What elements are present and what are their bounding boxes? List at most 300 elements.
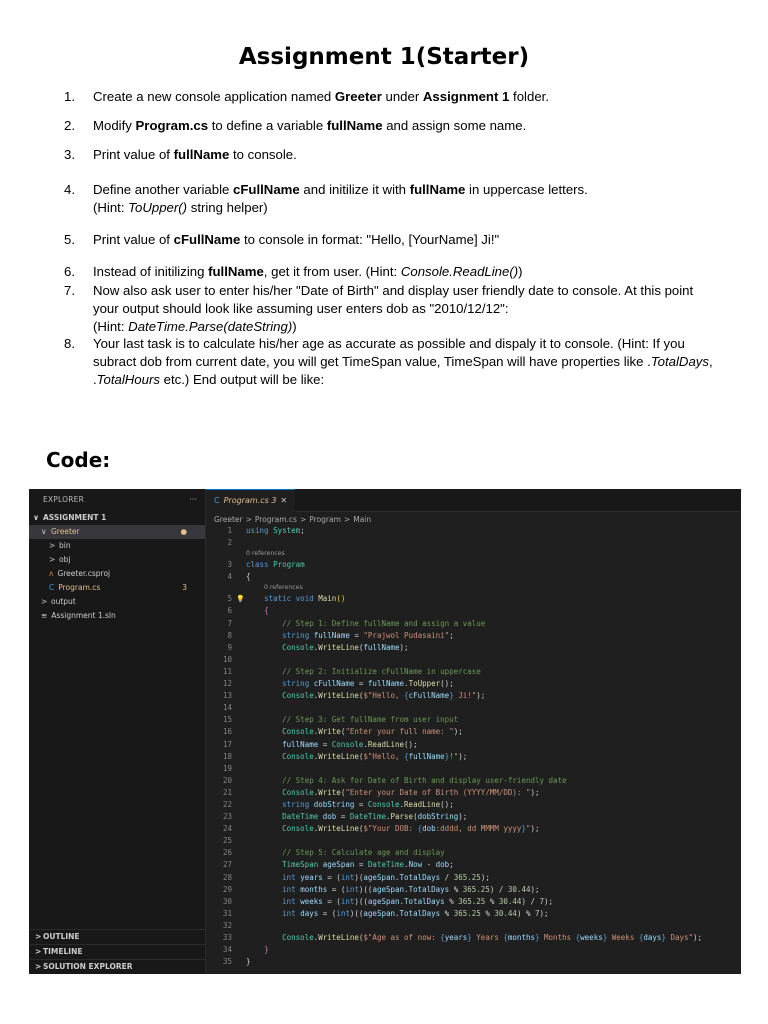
- solution-file-icon: ≡: [41, 611, 48, 620]
- task-item: [64, 335, 714, 389]
- tree-item[interactable]: [29, 609, 205, 623]
- task-item: [64, 231, 714, 249]
- code-token: .: [385, 812, 391, 822]
- line-number: 24: [222, 824, 232, 834]
- code-token: );: [693, 933, 703, 942]
- code-token: }: [264, 945, 269, 955]
- code-token: ageSpan: [372, 884, 405, 894]
- code-token: using: [246, 526, 274, 535]
- code-token: [246, 933, 282, 942]
- code-token: [246, 776, 282, 785]
- code-token: TotalDays: [399, 872, 441, 882]
- code-token: );: [544, 896, 554, 906]
- chevron-right-icon: >: [35, 962, 42, 971]
- code-token: [246, 800, 282, 809]
- code-token: .: [399, 799, 405, 809]
- breadcrumb-item[interactable]: Main: [353, 515, 372, 524]
- code-line: [206, 654, 741, 666]
- code-token: dobString: [417, 812, 459, 822]
- code-token: (: [358, 642, 364, 652]
- code-token: ReadLine: [367, 739, 405, 749]
- line-number: 10: [222, 654, 232, 664]
- code-token: "Enter your Date of Birth (YYYY/MM/DD): ": [345, 787, 531, 797]
- code-token: (: [358, 751, 364, 761]
- code-token: ToUpper: [408, 679, 441, 689]
- line-number: 34: [222, 945, 232, 955]
- code-token: Write: [318, 727, 341, 737]
- code-token: WriteLine: [318, 691, 359, 701]
- code-line: [206, 872, 741, 884]
- line-number: 17: [222, 739, 232, 749]
- task-item: [64, 181, 714, 217]
- code-token: %: [444, 896, 459, 906]
- file-tree: [29, 525, 205, 623]
- code-token: = (: [318, 908, 337, 918]
- code-token: );: [530, 824, 540, 834]
- code-token: }: [521, 824, 526, 834]
- line-number: 12: [222, 679, 232, 689]
- tree-root[interactable]: [29, 511, 205, 525]
- status-badge: 3: [182, 583, 187, 592]
- code-token: }: [444, 751, 450, 761]
- code-line: [206, 799, 741, 811]
- code-token: years: [300, 872, 323, 882]
- tree-item[interactable]: [29, 525, 205, 539]
- code-line: [206, 702, 741, 714]
- code-token: );: [458, 812, 468, 822]
- code-token: );: [530, 884, 540, 894]
- task-text: Create a new console application named Greeter under Assignment 1 folder.: [93, 89, 549, 104]
- code-line: [206, 859, 741, 871]
- code-token: // Step 4: Ask for Date of Birth and display user-friendly date: [282, 775, 567, 785]
- code-token: (: [340, 787, 346, 797]
- tree-root-label: ASSIGNMENT 1: [43, 513, 107, 522]
- panel-outline[interactable]: [29, 929, 205, 944]
- code-token: string: [282, 630, 314, 640]
- csharp-file-icon: C: [214, 496, 220, 505]
- code-token: (: [358, 824, 364, 834]
- code-token: ) /: [521, 896, 540, 906]
- code-editor: [206, 489, 741, 974]
- code-token: [246, 848, 282, 857]
- code-token: );: [480, 872, 490, 882]
- code-token: WriteLine: [318, 824, 359, 834]
- code-line: [206, 618, 741, 630]
- code-token: weeks: [580, 933, 603, 942]
- code-token: = (: [327, 884, 346, 894]
- code-token: .: [313, 727, 319, 737]
- code-token: }: [661, 933, 666, 942]
- code-line: [206, 690, 741, 702]
- task-text: Your last task is to calculate his/her age as accurate as possible and dispaly it to console. (Hint: If you subract dob from current date, you will get TimeSpan value, TimeSpan will have properties like .TotalDays, .TotalHours etc.) End output will be like:: [93, 336, 713, 387]
- line-number: 27: [222, 860, 232, 870]
- code-token: // Step 1: Define fullName and assign a value: [282, 618, 486, 628]
- code-token: static void: [264, 594, 319, 604]
- code-token: (: [358, 933, 364, 942]
- tree-item-label: bin: [59, 541, 71, 550]
- code-token: DateTime: [349, 812, 386, 822]
- task-number: 2.: [64, 118, 75, 133]
- line-number: 7: [227, 618, 232, 628]
- code-token: 30.44: [498, 896, 522, 906]
- code-token: Days": [665, 933, 694, 942]
- code-token: ;: [449, 860, 454, 870]
- code-token: int: [282, 908, 301, 918]
- code-line: [206, 811, 741, 823]
- code-token: {: [404, 691, 409, 701]
- task-number: 5.: [64, 232, 75, 247]
- line-number: 5: [227, 594, 232, 604]
- code-token: [246, 679, 282, 688]
- code-line: [206, 908, 741, 920]
- code-token: fullName: [313, 630, 350, 640]
- line-number: 23: [222, 812, 232, 822]
- tree-item[interactable]: [29, 553, 205, 567]
- code-token: .: [363, 739, 368, 749]
- code-token: TimeSpan: [282, 860, 323, 870]
- line-number: 35: [222, 957, 232, 967]
- bottom-panels: [29, 929, 205, 974]
- line-number: 33: [222, 933, 232, 942]
- task-text: Define another variable cFullName and initilize it with fullName in uppercase letters. (Hint: ToUpper() string helper): [93, 182, 588, 215]
- code-token: {: [264, 606, 269, 616]
- code-token: 7: [539, 896, 545, 906]
- task-number: 1.: [64, 89, 75, 104]
- code-token: =: [354, 860, 368, 870]
- code-token: ;: [300, 526, 305, 535]
- code-token: dob: [322, 812, 337, 822]
- code-token: Console: [282, 787, 314, 797]
- code-line: [206, 835, 741, 847]
- code-token: ReadLine: [404, 799, 441, 809]
- code-token: [246, 606, 264, 615]
- code-token: dobString: [313, 799, 355, 809]
- code-token: $"Hello,: [363, 751, 405, 761]
- code-token: (): [336, 594, 346, 604]
- task-text: Print value of fullName to console.: [93, 147, 297, 162]
- code-line: [206, 775, 741, 787]
- line-number: 9: [227, 642, 232, 652]
- code-token: Write: [318, 787, 341, 797]
- code-line: [206, 559, 741, 571]
- code-token: WriteLine: [318, 751, 359, 761]
- line-number: 18: [222, 751, 232, 761]
- code-token: fullName: [408, 751, 445, 761]
- code-token: 365.25: [453, 872, 481, 882]
- code-token: Weeks: [607, 933, 639, 942]
- breadcrumb-item[interactable]: Greeter: [214, 515, 243, 524]
- tree-item[interactable]: [29, 595, 205, 609]
- document-title: Assignment 1(Starter): [238, 44, 530, 70]
- line-number: 19: [222, 763, 232, 773]
- task-item: [64, 88, 714, 106]
- line-number: 15: [222, 715, 232, 725]
- code-line: [206, 763, 741, 775]
- code-heading: Code:: [46, 448, 111, 472]
- code-token: .: [404, 860, 409, 870]
- code-token: [246, 715, 282, 724]
- code-token: =: [354, 679, 368, 689]
- code-token: Parse: [390, 812, 414, 822]
- code-token: [246, 824, 282, 833]
- code-token: .: [404, 679, 409, 689]
- code-line: [206, 920, 741, 932]
- panel-timeline[interactable]: [29, 944, 205, 959]
- tree-item-label: Greeter.csproj: [57, 569, 111, 578]
- code-token: ageSpan: [363, 872, 396, 882]
- code-token: Main: [318, 594, 337, 604]
- code-token: ;: [449, 630, 454, 640]
- code-token: {: [575, 933, 581, 942]
- code-token: fullName: [363, 642, 400, 652]
- code-token: }: [602, 933, 608, 942]
- code-token: $"Your DOB:: [363, 824, 418, 834]
- code-lens[interactable]: 0 references: [264, 584, 303, 592]
- code-token: int: [340, 896, 355, 906]
- tree-item-label: Program.cs: [58, 583, 101, 592]
- code-token: {: [417, 824, 423, 834]
- tab-label: Program.cs 3: [223, 496, 277, 505]
- code-token: [246, 619, 282, 628]
- code-line: [206, 739, 741, 751]
- code-token: int: [282, 896, 301, 906]
- code-token: }: [449, 691, 454, 701]
- code-token: }: [246, 957, 251, 967]
- code-token: !": [449, 751, 459, 761]
- code-token: years: [444, 933, 468, 942]
- line-number: 20: [222, 775, 232, 785]
- code-token: weeks: [300, 896, 323, 906]
- line-number: 28: [222, 872, 232, 882]
- more-actions-icon[interactable]: ···: [189, 495, 197, 504]
- code-token: ageSpan: [367, 896, 400, 906]
- status-badge: ●: [180, 527, 187, 536]
- code-token: Now: [408, 860, 423, 870]
- rss-file-icon: ʌ: [49, 569, 54, 578]
- code-token: .: [399, 896, 405, 906]
- code-token: );: [530, 787, 540, 797]
- line-number: 25: [222, 836, 232, 846]
- code-token: string: [282, 799, 314, 809]
- line-number: 8: [227, 630, 232, 640]
- code-token: ();: [440, 679, 454, 689]
- code-token: 7: [535, 908, 540, 918]
- code-token: Console: [282, 727, 314, 737]
- code-line: [206, 525, 741, 537]
- code-line: [206, 787, 741, 799]
- code-token: =: [318, 739, 332, 749]
- line-number: 16: [222, 727, 232, 737]
- code-token: 30.44: [494, 908, 517, 918]
- line-number: 1: [227, 526, 232, 535]
- code-token: 365.25: [462, 884, 490, 894]
- code-token: [246, 727, 282, 736]
- task-number: 7.: [64, 283, 75, 298]
- close-icon[interactable]: ✕: [280, 496, 288, 505]
- code-token: [246, 667, 282, 676]
- code-token: TotalDays: [399, 908, 441, 918]
- tree-item[interactable]: [29, 581, 205, 595]
- code-token: Console: [282, 824, 314, 834]
- code-token: .: [313, 691, 319, 701]
- breadcrumb-item[interactable]: Program: [309, 515, 341, 524]
- code-token: [246, 752, 282, 761]
- code-token: "Enter your full name: ": [345, 727, 454, 737]
- code-line: [206, 932, 741, 944]
- chevron-right-icon: >: [49, 555, 56, 564]
- line-number: 22: [222, 799, 232, 809]
- code-token: )((: [349, 908, 364, 918]
- code-line: [206, 823, 741, 835]
- tree-item[interactable]: [29, 539, 205, 553]
- code-token: :dddd, dd MMMM yyyy: [435, 824, 522, 834]
- task-item: [64, 282, 714, 336]
- chevron-right-icon: >: [49, 541, 56, 550]
- tree-item-label: Greeter: [51, 527, 80, 536]
- code-token: TotalDays: [408, 884, 450, 894]
- code-line: [206, 537, 741, 549]
- code-token: WriteLine: [318, 642, 359, 652]
- code-token: (: [413, 812, 418, 822]
- line-number: 6: [227, 606, 232, 616]
- panel-solution-explorer[interactable]: [29, 959, 205, 974]
- code-token: [246, 643, 282, 652]
- code-token: 365.25: [453, 908, 481, 918]
- code-token: ": [525, 824, 531, 834]
- line-number: 13: [222, 691, 232, 701]
- code-line: [206, 751, 741, 763]
- code-line: [206, 593, 741, 605]
- code-token: =: [336, 812, 350, 822]
- code-token: [246, 873, 282, 882]
- code-token: );: [453, 727, 463, 737]
- line-number: 31: [222, 908, 232, 918]
- code-token: ageSpan: [322, 860, 355, 870]
- chevron-right-icon: >: [245, 515, 252, 524]
- code-token: cFullName: [408, 691, 450, 701]
- code-area[interactable]: [206, 525, 741, 968]
- code-token: // Step 2: Initialize cFullName in uppercase: [282, 666, 481, 676]
- tab-bar: [206, 489, 741, 512]
- chevron-right-icon: >: [35, 932, 42, 941]
- code-line: [206, 896, 741, 908]
- code-token: {: [404, 751, 409, 761]
- code-token: Console: [282, 751, 314, 761]
- line-number: 32: [222, 920, 232, 930]
- code-token: [246, 594, 264, 603]
- task-number: 4.: [64, 182, 75, 197]
- code-token: [246, 740, 282, 749]
- task-number: 6.: [64, 264, 75, 279]
- tree-item-label: output: [51, 597, 76, 606]
- task-number: 8.: [64, 336, 75, 351]
- task-item: [64, 263, 714, 281]
- code-token: %: [485, 896, 499, 906]
- code-token: {: [440, 933, 445, 942]
- chevron-right-icon: >: [343, 515, 351, 524]
- code-token: days: [300, 908, 319, 918]
- chevron-right-icon: >: [35, 947, 42, 956]
- code-token: [246, 885, 282, 894]
- code-line: [206, 884, 741, 896]
- tree-item[interactable]: [29, 567, 205, 581]
- line-number: 26: [222, 848, 232, 858]
- code-token: .: [313, 933, 319, 942]
- code-token: 30.44: [507, 884, 531, 894]
- code-line: [206, 956, 741, 968]
- code-token: [246, 788, 282, 797]
- explorer-header-label: EXPLORER: [43, 495, 84, 504]
- code-token: Years: [471, 933, 504, 942]
- code-token: dob: [435, 860, 450, 870]
- code-token: [246, 812, 282, 821]
- line-number: 11: [222, 666, 232, 676]
- code-token: Console: [331, 739, 364, 749]
- line-number: 21: [222, 787, 232, 797]
- code-token: int: [336, 908, 350, 918]
- code-token: .: [313, 787, 319, 797]
- code-token: = (: [322, 896, 341, 906]
- code-token: %: [440, 908, 454, 918]
- code-token: $"Age as of now:: [363, 933, 441, 942]
- code-token: )((: [358, 884, 373, 894]
- code-token: (: [358, 691, 364, 701]
- code-token: // Step 3: Get fullName from user input: [282, 715, 459, 725]
- code-line: [206, 630, 741, 642]
- code-token: }: [535, 933, 540, 942]
- code-token: }: [467, 933, 472, 942]
- code-token: Program: [273, 560, 305, 570]
- code-token: [246, 945, 264, 954]
- code-line: [206, 571, 741, 583]
- code-token: [246, 691, 282, 700]
- code-token: DateTime: [367, 860, 405, 870]
- tree-item-label: obj: [59, 555, 71, 564]
- code-line: [206, 605, 741, 617]
- code-token: ();: [440, 799, 454, 809]
- panel-label: OUTLINE: [43, 932, 80, 941]
- code-token: fullName: [367, 679, 405, 689]
- breadcrumb-item[interactable]: Program.cs: [254, 515, 297, 524]
- code-token: [246, 897, 282, 906]
- code-token: Console: [282, 691, 314, 701]
- code-token: =: [354, 799, 368, 809]
- code-token: {: [246, 572, 251, 582]
- code-token: %: [480, 908, 495, 918]
- line-number: 30: [222, 896, 232, 906]
- chevron-right-icon: >: [41, 597, 48, 606]
- code-token: Ji!": [453, 691, 477, 701]
- code-token: months: [507, 933, 535, 942]
- line-number: 4: [227, 572, 232, 582]
- code-token: (: [340, 727, 346, 737]
- code-token: =: [349, 630, 364, 640]
- code-token: {: [638, 933, 644, 942]
- code-token: [246, 909, 282, 918]
- line-number: 2: [227, 538, 232, 548]
- code-lens[interactable]: 0 references: [246, 550, 285, 558]
- code-token: .: [313, 751, 319, 761]
- line-number: 14: [222, 703, 232, 713]
- code-token: cFullName: [313, 679, 355, 689]
- panel-label: SOLUTION EXPLORER: [43, 962, 133, 971]
- code-token: ageSpan: [363, 908, 396, 918]
- code-token: )(: [354, 872, 364, 882]
- tab-program-cs[interactable]: [206, 489, 295, 512]
- lightbulb-icon[interactable]: 💡: [236, 595, 245, 604]
- code-token: int: [282, 872, 301, 882]
- task-item: [64, 146, 714, 164]
